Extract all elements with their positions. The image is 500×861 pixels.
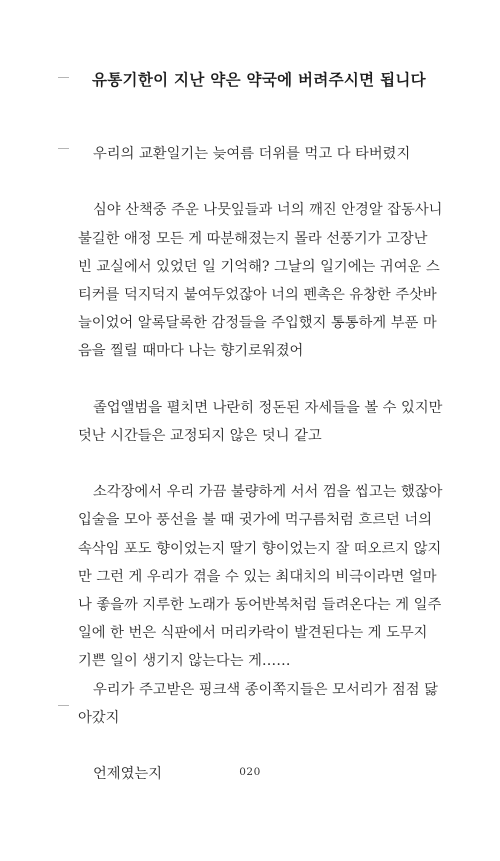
poem-line: 우리가 주고받은 핑크색 종이쪽지들은 모서리가 점점 닳 (93, 681, 438, 698)
page-number: 020 (239, 766, 261, 778)
poem-line: 덧난 시간들은 교정되지 않은 덧니 같고 (78, 427, 322, 444)
margin-mark (58, 77, 69, 78)
poem-line: 만 그런 게 우리가 겪을 수 있는 최대치의 비극이라면 얼마 (78, 568, 437, 585)
poem-line: 아갔지 (78, 709, 120, 726)
poem-line: 티커를 덕지덕지 붙여두었잖아 너의 펜촉은 유창한 주삿바 (78, 286, 437, 303)
poem-line: 우리의 교환일기는 늦여름 더위를 먹고 다 타버렸지 (93, 146, 411, 162)
poem-line: 늘이었어 알록달록한 감정들을 주입했지 통통하게 부푼 마 (78, 315, 437, 332)
poem-line: 졸업앨범을 펼치면 나란히 정돈된 자세들을 볼 수 있지만 (93, 399, 443, 416)
poem-line: 속삭임 포도 향이었는지 딸기 향이었는지 잘 떠오르지 않지 (78, 540, 442, 557)
poem-title: 유통기한이 지난 약은 약국에 버려주시면 됩니다 (92, 70, 426, 89)
poem-line: 나 좋을까 지루한 노래가 동어반복처럼 들려온다는 게 일주 (78, 597, 442, 613)
margin-mark (58, 148, 69, 149)
poem-line: 소각장에서 우리 가끔 불량하게 서서 껌을 씹고는 했잖아 (93, 484, 443, 501)
poem-line: 빈 교실에서 있었던 일 기억해? 그날의 일기에는 귀여운 스 (78, 258, 440, 275)
poem-line: 심야 산책중 주운 나뭇잎들과 너의 깨진 안경알 잡동사니 (93, 202, 443, 219)
poem-line: 언제였는지 (93, 766, 163, 783)
poem-line: 기쁜 일이 생기지 않는다는 게…… (78, 653, 291, 670)
margin-mark (58, 705, 69, 706)
poem-body (78, 140, 443, 788)
poem-line: 음을 찔릴 때마다 나는 향기로워졌어 (78, 343, 304, 360)
poem-line: 불길한 애정 모든 게 따분해졌는지 몰라 선풍기가 고장난 (78, 230, 428, 247)
poem-line: 일에 한 번은 식판에서 머리카락이 발견된다는 게 도무지 (78, 625, 428, 642)
poem-line: 입술을 모아 풍선을 불 때 귓가에 먹구름처럼 흐르던 너의 (78, 512, 433, 529)
